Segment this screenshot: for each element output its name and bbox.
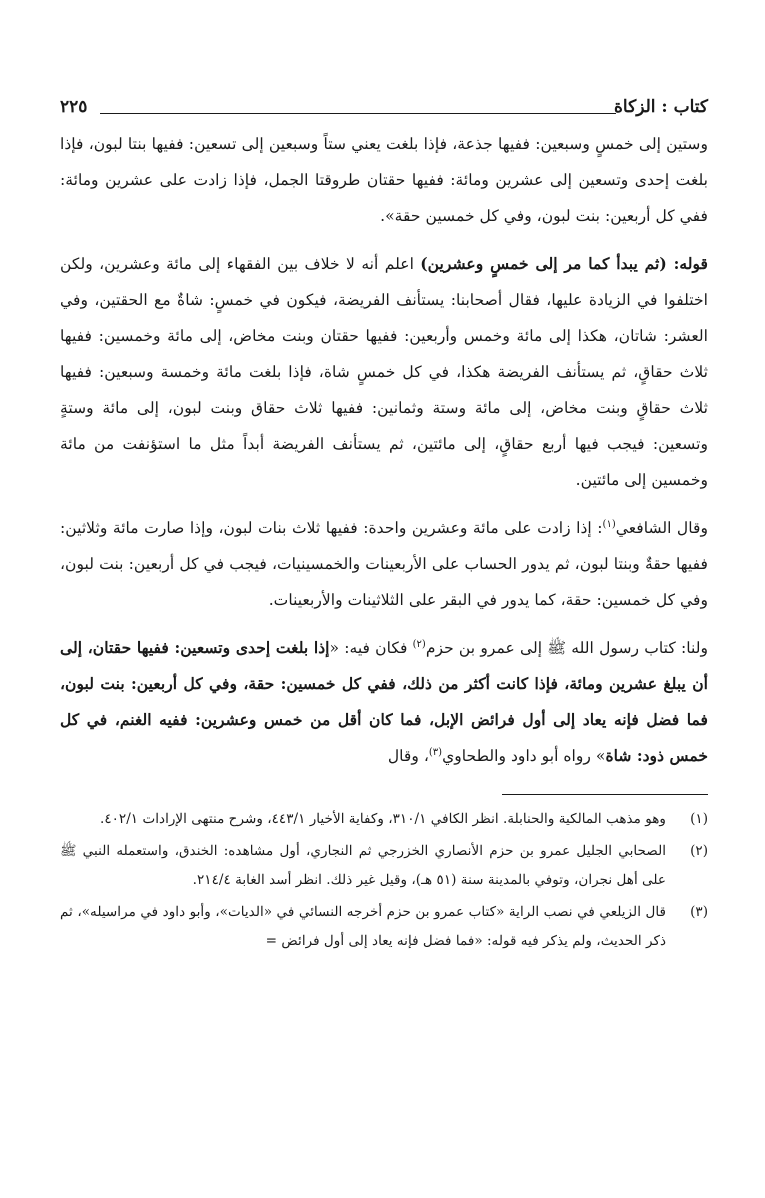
paragraph-4 [60, 630, 708, 774]
paragraph-1 [60, 126, 708, 234]
footnote-number: (٢) [690, 843, 708, 859]
footnote-ref-2[interactable]: (٢) [412, 638, 426, 650]
paragraph-2-text: اعلم أنه لا خلاف بين الفقهاء إلى مائة وعشرين، ولكن اختلفوا في الزيادة عليها، فقال أصحابنا: يستأنف الفريضة، فيكون في خمسٍ: شاةٌ مع الحقتين، وفي العشر: شاتان، هكذا إلى مائة وخمس وأربعين: ففيها حقتان وبنت مخاض، إلى مائة وخمسين: ففيها ثلاث حقاقٍ، ثم يستأنف الفريضة هكذا، في كل خمسٍ شاة، فإذا بلغت مائة وخمسة وسبعين: ففيها ثلاث حقاقٍ وبنت مخاض، إلى مائة وستة وثمانين: ففيها ثلاث حقاق وبنت لبون، إلى مائة وستةٍ وتسعين: فيجب فيها أربع حقاقٍ، إلى مائتين، ثم يستأنف الفريضة أبداً مثل ما استؤنفت من مائة وخمسين إلى مائتين. [60, 255, 708, 489]
page-header [60, 88, 708, 118]
paragraph-4-text-1: ولنا: كتاب رسول الله ﷺ إلى عمرو بن حزم [425, 639, 708, 657]
paragraph-4-text-4: ، وقال [387, 747, 429, 765]
footnote-text: الصحابي الجليل عمرو بن حزم الأنصاري الخزرجي ثم النجاري، أول مشاهده: الخندق، واستعمله النبي ﷺ على أهل نجران، وتوفي بالمدينة سنة (٥١ هـ)، وقيل غير ذلك. انظر أسد الغابة ٢١٤/٤. [60, 843, 666, 888]
footnote-text: وهو مذهب المالكية والحنابلة. انظر الكافي ٣١٠/١، وكفاية الأخيار ٤٤٣/١، وشرح منتهى الإرادات ٤٠٢/١. [100, 811, 666, 827]
footnote-3 [60, 898, 708, 956]
footnote-ref-3[interactable]: (٣) [428, 746, 443, 758]
paragraph-3 [60, 510, 708, 618]
paragraph-3-after: : إذا زادت على مائة وعشرين واحدة: ففيها ثلاث بنات لبون، وإذا صارت مائة وثلاثين: ففيها حقةٌ وبنتا لبون، ثم يدور الحساب على الأربعينات والخمسينيات، فيجب في كل أربعين: بنت لبون، وفي كل خمسين: حقة، كما يدور في البقر على الثلاثينات والأربعينات. [60, 519, 708, 609]
paragraph-4-text-2: فكان فيه: « [329, 639, 413, 657]
footnote-2 [60, 837, 708, 895]
footnote-1 [60, 805, 708, 834]
paragraph-2-lead: قوله: (ثم يبدأ كما مر إلى خمسٍ وعشرين) [420, 254, 708, 273]
footnote-ref-1[interactable]: (١) [602, 518, 616, 530]
footnote-number: (٣) [690, 904, 708, 920]
footnote-number: (١) [690, 811, 708, 827]
book-page [60, 88, 708, 959]
paragraph-2 [60, 246, 708, 498]
paragraph-1-text: وستين إلى خمسٍ وسبعين: ففيها جذعة، فإذا بلغت يعني ستاً وسبعين إلى تسعين: ففيها بنتا لبون، فإذا بلغت إحدى وتسعين إلى عشرين ومائة: ففيها حقتان طروقتا الجمل، فإذا زادت على عشرين ومائة: ففي كل أربعين: بنت لبون، وفي كل خمسين حقة». [60, 135, 708, 225]
footnotes [60, 805, 708, 956]
paragraph-4-text-3: » رواه أبو داود والطحاوي [442, 747, 606, 765]
footnote-text: قال الزيلعي في نصب الراية «كتاب عمرو بن حزم أخرجه النسائي في «الديات»، وأبو داود في مراسيله»، ثم ذكر الحديث، ولم يذكر فيه قوله: «فما فضل فإنه يعاد إلى أول فرائض = [60, 904, 666, 949]
chapter-title: كتاب : الزكاة [614, 97, 708, 117]
hadith-quote: إذا بلغت إحدى وتسعين: ففيها حقتان، إلى أن يبلغ عشرين ومائة، فإذا كانت أكثر من ذلك، ففي كل خمسين: حقة، وفي كل أربعين: بنت لبون، فما فضل فإنه يعاد إلى أول فرائض الإبل، فما كان أقل من خمس وعشرين: ففيه الغنم، في كل خمس ذود: شاة [60, 638, 708, 765]
header-rule [100, 113, 616, 114]
page-number: ٢٢٥ [60, 97, 88, 117]
paragraph-3-before: وقال الشافعي [615, 519, 709, 537]
footnote-separator [502, 794, 708, 795]
